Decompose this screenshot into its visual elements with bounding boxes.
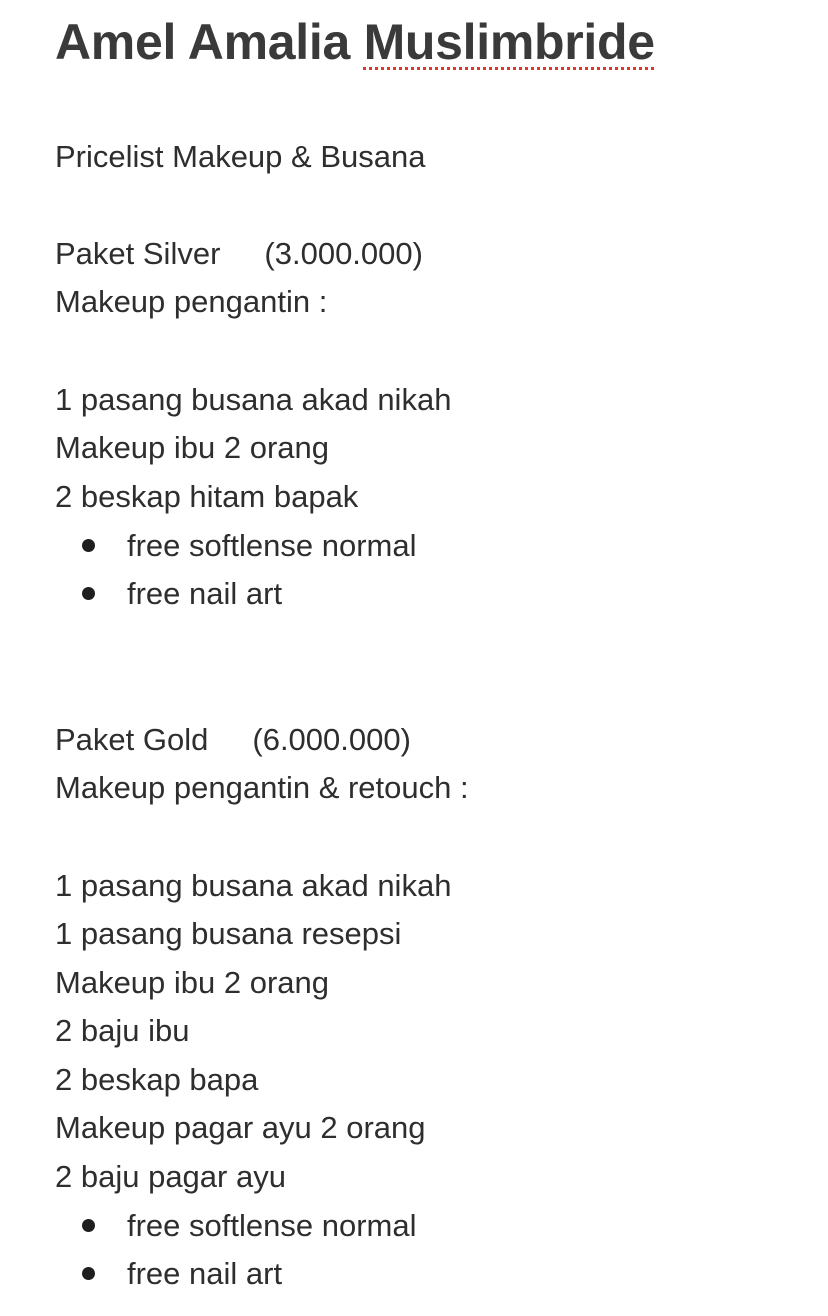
gold-bullet-item: free nail art — [127, 1256, 283, 1291]
bullet-dot — [82, 1219, 95, 1232]
gold-item: 2 beskap bapa — [55, 1062, 259, 1097]
gold-makeup-line: Makeup pengantin & retouch : — [55, 770, 469, 805]
gold-package-price: (6.000.000) — [252, 722, 411, 757]
gold-item: Makeup ibu 2 orang — [55, 965, 330, 1000]
silver-package-name: Paket Silver — [55, 236, 221, 271]
silver-bullet-item: free nail art — [127, 576, 283, 611]
gold-package-line — [55, 720, 411, 760]
gold-item: 1 pasang busana akad nikah — [55, 868, 452, 903]
pricelist-heading: Pricelist Makeup & Busana — [55, 139, 426, 174]
misspelled-word[interactable]: Muslimbride — [363, 14, 655, 70]
gold-item: Makeup pagar ayu 2 orang — [55, 1110, 426, 1145]
silver-package-line — [55, 234, 423, 274]
gold-bullet-item: free softlense normal — [127, 1208, 417, 1243]
gold-item: 2 baju ibu — [55, 1013, 190, 1048]
silver-makeup-line: Makeup pengantin : — [55, 284, 328, 319]
title-text: Amel Amalia — [55, 14, 364, 70]
silver-item: 1 pasang busana akad nikah — [55, 382, 452, 417]
gold-item: 2 baju pagar ayu — [55, 1159, 286, 1194]
bullet-dot — [82, 587, 95, 600]
bullet-dot — [82, 1267, 95, 1280]
silver-package-price: (3.000.000) — [264, 236, 423, 271]
gold-package-name: Paket Gold — [55, 722, 209, 757]
gold-item: 1 pasang busana resepsi — [55, 916, 402, 951]
bullet-dot — [82, 539, 95, 552]
note-title — [55, 12, 655, 72]
silver-item: Makeup ibu 2 orang — [55, 430, 330, 465]
silver-item: 2 beskap hitam bapak — [55, 479, 359, 514]
silver-bullet-item: free softlense normal — [127, 528, 417, 563]
